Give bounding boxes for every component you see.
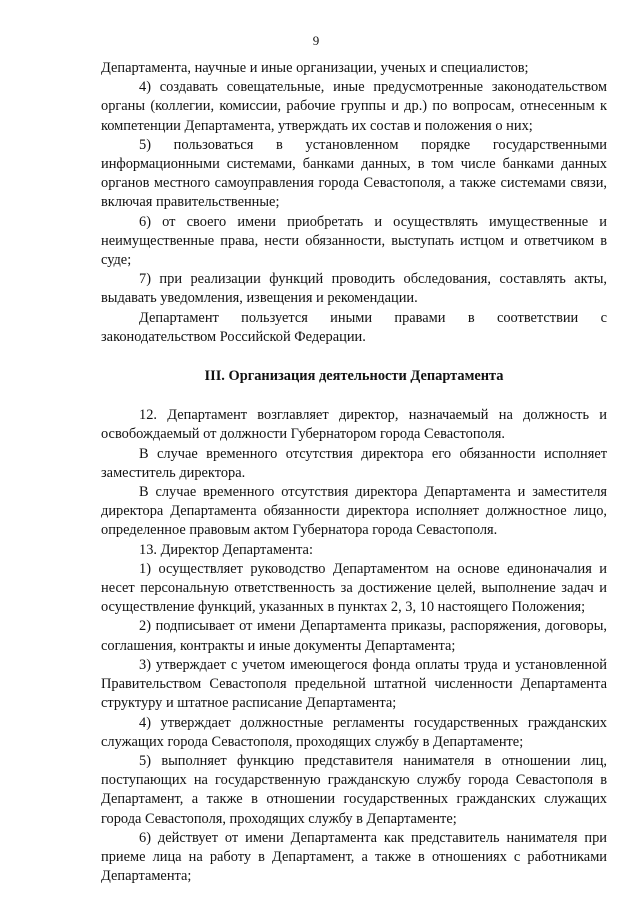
paragraph-item-4: 4) создавать совещательные, иные предусмотренные законодательством органы (коллегии, комиссии, рабочие группы и др.) по вопросам, отнесенным к компетенции Департамента, утверждать их состав и положения о них; xyxy=(101,79,607,134)
paragraph-item-6: 6) от своего имени приобретать и осуществлять имущественные и неимущественные права, нести обязанности, выступать истцом и ответчиком в суде; xyxy=(101,213,607,269)
paragraph-13: 13. Директор Департамента: xyxy=(139,541,313,558)
paragraph-13-item-1: 1) осуществляет руководство Департаментом на основе единоначалия и несет персональную ответственность за достижение целей, выполнение задач и осуществление функций, указанных в пунктах 2, 3, 10 настоящего Положения; xyxy=(101,560,607,616)
paragraph-12: 12. Департамент возглавляет директор, назначаемый на должность и освобождаемый от должности Губернатором города Севастополя. xyxy=(101,407,607,443)
page-number: 9 xyxy=(312,33,320,48)
paragraph-13-item-2: 2) подписывает от имени Департамента приказы, распоряжения, договоры, соглашения, контракты и иные документы Департамента; xyxy=(101,618,607,654)
section-heading: III. Организация деятельности Департамента xyxy=(204,368,504,385)
paragraph-continuation: Департамента, научные и иные организации, ученых и специалистов; xyxy=(101,60,529,76)
paragraph-item-5: 5) пользоваться в установленном порядке государственными информационными системами, банками данных, в том числе банками данных органов местного самоуправления города Севастополя, а также системами связи, включая правительственные; xyxy=(101,136,607,211)
paragraph-13-item-3: 3) утверждает с учетом имеющегося фонда оплаты труда и установленной Правительством Севастополя предельной штатной численности Департамента структуру и штатное расписание Департамента; xyxy=(101,656,607,712)
paragraph-other-rights: Департамент пользуется иными правами в соответствии с законодательством Российской Федерации. xyxy=(101,309,607,345)
paragraph-item-7: 7) при реализации функций проводить обследования, составлять акты, выдавать уведомления, извещения и рекомендации. xyxy=(101,271,607,307)
paragraph-deputy: В случае временного отсутствия директора его обязанности исполняет заместитель директора. xyxy=(101,445,607,481)
paragraph-13-item-4: 4) утверждает должностные регламенты государственных гражданских служащих города Севастополя, проходящих службу в Департаменте; xyxy=(101,714,607,750)
paragraph-13-item-6: 6) действует от имени Департамента как представитель нанимателя при приеме лица на работу в Департамент, а также в отношениях с работниками Департамента; xyxy=(101,829,607,885)
paragraph-absence: В случае временного отсутствия директора Департамента и заместителя директора Департамента обязанности директора исполняет должностное лицо, определенное правовым актом Губернатора города Севастополя. xyxy=(101,484,607,539)
paragraph-13-item-5: 5) выполняет функцию представителя нанимателя в отношении лиц, поступающих на государственную гражданскую службу города Севастополя в Департамент, а также в отношении государственных гражданских служащих города Севастополя, проходящих службу в Департаменте; xyxy=(101,752,607,827)
document-body xyxy=(101,59,607,886)
